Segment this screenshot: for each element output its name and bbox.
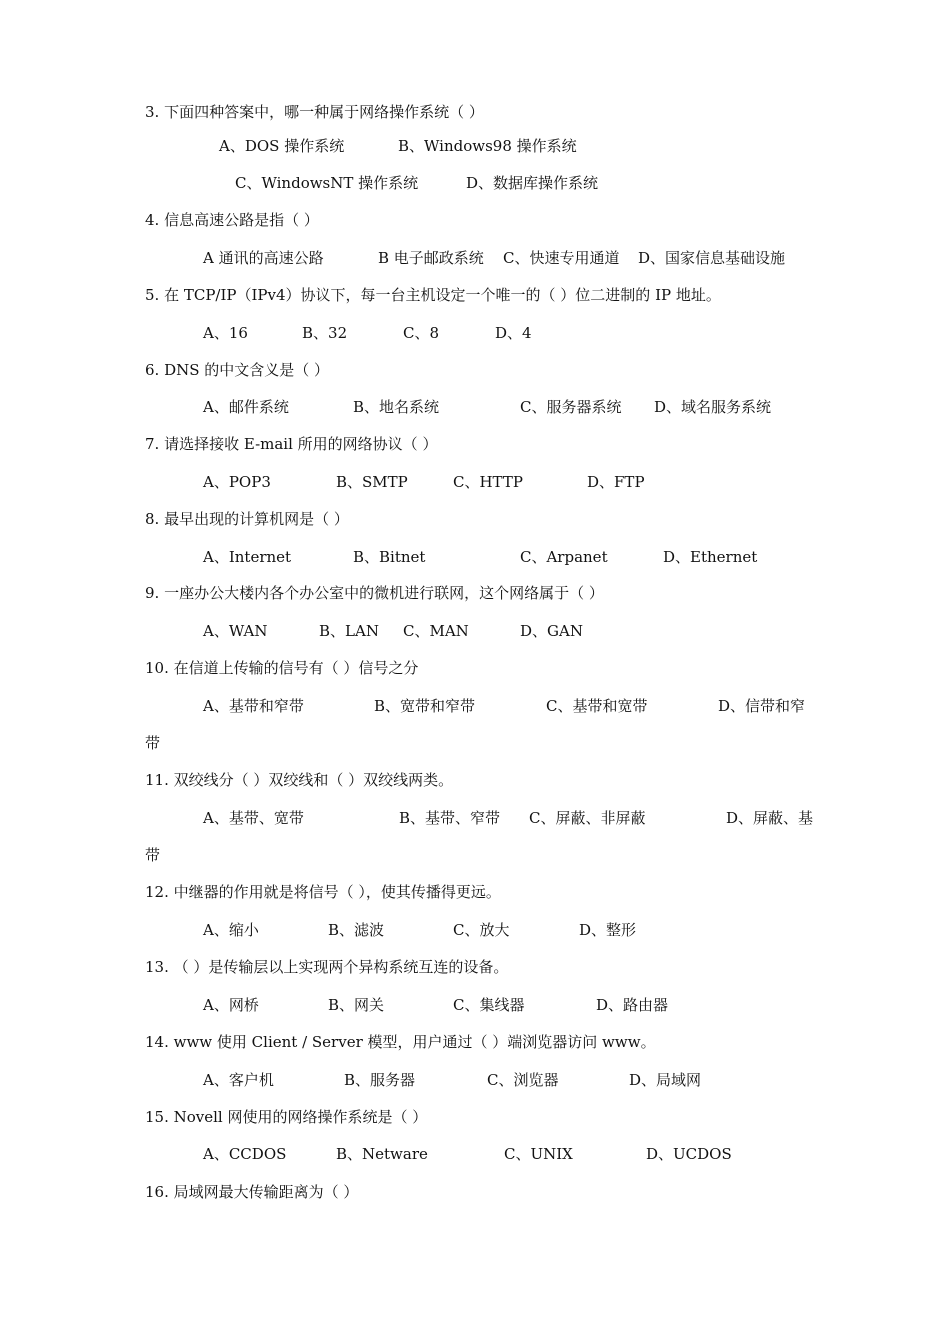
question-14: 14. www 使用 Client / Server 模型，用户通过（ ）端浏览器访问 www。 <box>145 1033 656 1051</box>
question-10: 10. 在信道上传输的信号有（ ）信号之分 <box>145 659 419 677</box>
question-11: 11. 双绞线分（ ）双绞线和（ ）双绞线两类。 <box>145 771 454 789</box>
option-9c: C、MAN <box>403 622 469 640</box>
option-9a: A、WAN <box>203 622 268 640</box>
option-9d: D、GAN <box>520 622 583 640</box>
question-15: 15. Novell 网使用的网络操作系统是（ ） <box>145 1108 428 1126</box>
question-8: 8. 最早出现的计算机网是（ ） <box>145 510 349 528</box>
option-11d-continuation: 带 <box>145 846 161 864</box>
question-6: 6. DNS 的中文含义是（ ） <box>145 361 330 379</box>
option-13d: D、路由器 <box>596 996 669 1014</box>
option-5b: B、32 <box>302 324 348 342</box>
option-15d: D、UCDOS <box>646 1145 732 1163</box>
option-10b: B、宽带和窄带 <box>374 697 476 715</box>
option-9b: B、LAN <box>319 622 379 640</box>
question-7: 7. 请选择接收 E-mail 所用的网络协议（ ） <box>145 435 438 453</box>
option-10d: D、信带和窄 <box>718 697 806 715</box>
option-8a: A、Internet <box>203 548 292 566</box>
option-8c: C、Arpanet <box>520 548 608 566</box>
question-16: 16. 局域网最大传输距离为（ ） <box>145 1183 359 1201</box>
option-14b: B、服务器 <box>344 1071 416 1089</box>
option-10c: C、基带和宽带 <box>546 697 648 715</box>
option-6d: D、域名服务系统 <box>654 398 772 416</box>
option-10d-continuation: 带 <box>145 734 161 752</box>
option-5d: D、4 <box>495 324 532 342</box>
option-14c: C、浏览器 <box>487 1071 559 1089</box>
option-4c: C、快速专用通道 <box>503 249 620 267</box>
option-4a: A 通讯的高速公路 <box>203 249 324 267</box>
option-15a: A、CCDOS <box>203 1145 287 1163</box>
option-13c: C、集线器 <box>453 996 525 1014</box>
option-3c: C、WindowsNT 操作系统 <box>235 174 419 192</box>
question-5: 5. 在 TCP/IP（IPv4）协议下，每一台主机设定一个唯一的（ ）位二进制的 IP 地址。 <box>145 286 721 304</box>
option-14d: D、局域网 <box>629 1071 702 1089</box>
question-12: 12. 中继器的作用就是将信号（ ），使其传播得更远。 <box>145 883 501 901</box>
option-11c: C、屏蔽、非屏蔽 <box>529 809 646 827</box>
option-14a: A、客户机 <box>203 1071 274 1089</box>
option-11b: B、基带、窄带 <box>399 809 501 827</box>
option-12b: B、滤波 <box>328 921 385 939</box>
option-15c: C、UNIX <box>504 1145 573 1163</box>
option-3d: D、数据库操作系统 <box>466 174 599 192</box>
option-7b: B、SMTP <box>336 473 408 491</box>
option-8b: B、Bitnet <box>353 548 426 566</box>
option-6a: A、邮件系统 <box>203 398 289 416</box>
option-15b: B、Netware <box>336 1145 428 1163</box>
option-12a: A、缩小 <box>203 921 259 939</box>
option-11a: A、基带、宽带 <box>203 809 304 827</box>
question-13: 13. （ ）是传输层以上实现两个异构系统互连的设备。 <box>145 958 509 976</box>
option-13b: B、网关 <box>328 996 385 1014</box>
question-3: 3. 下面四种答案中，哪一种属于网络操作系统（ ） <box>145 103 484 121</box>
option-4b: B 电子邮政系统 <box>378 249 484 267</box>
option-4d: D、国家信息基础设施 <box>638 249 786 267</box>
option-13a: A、网桥 <box>203 996 259 1014</box>
option-6b: B、地名系统 <box>353 398 440 416</box>
option-8d: D、Ethernet <box>663 548 758 566</box>
option-10a: A、基带和窄带 <box>203 697 304 715</box>
option-3b: B、Windows98 操作系统 <box>398 137 577 155</box>
option-5a: A、16 <box>203 324 248 342</box>
option-12d: D、整形 <box>579 921 637 939</box>
question-4: 4. 信息高速公路是指（ ） <box>145 211 319 229</box>
option-7c: C、HTTP <box>453 473 523 491</box>
option-12c: C、放大 <box>453 921 510 939</box>
option-6c: C、服务器系统 <box>520 398 622 416</box>
option-3a: A、DOS 操作系统 <box>219 137 345 155</box>
option-5c: C、8 <box>403 324 440 342</box>
option-7a: A、POP3 <box>203 473 271 491</box>
option-11d: D、屏蔽、基 <box>726 809 814 827</box>
question-9: 9. 一座办公大楼内各个办公室中的微机进行联网，这个网络属于（ ） <box>145 584 604 602</box>
option-7d: D、FTP <box>587 473 645 491</box>
